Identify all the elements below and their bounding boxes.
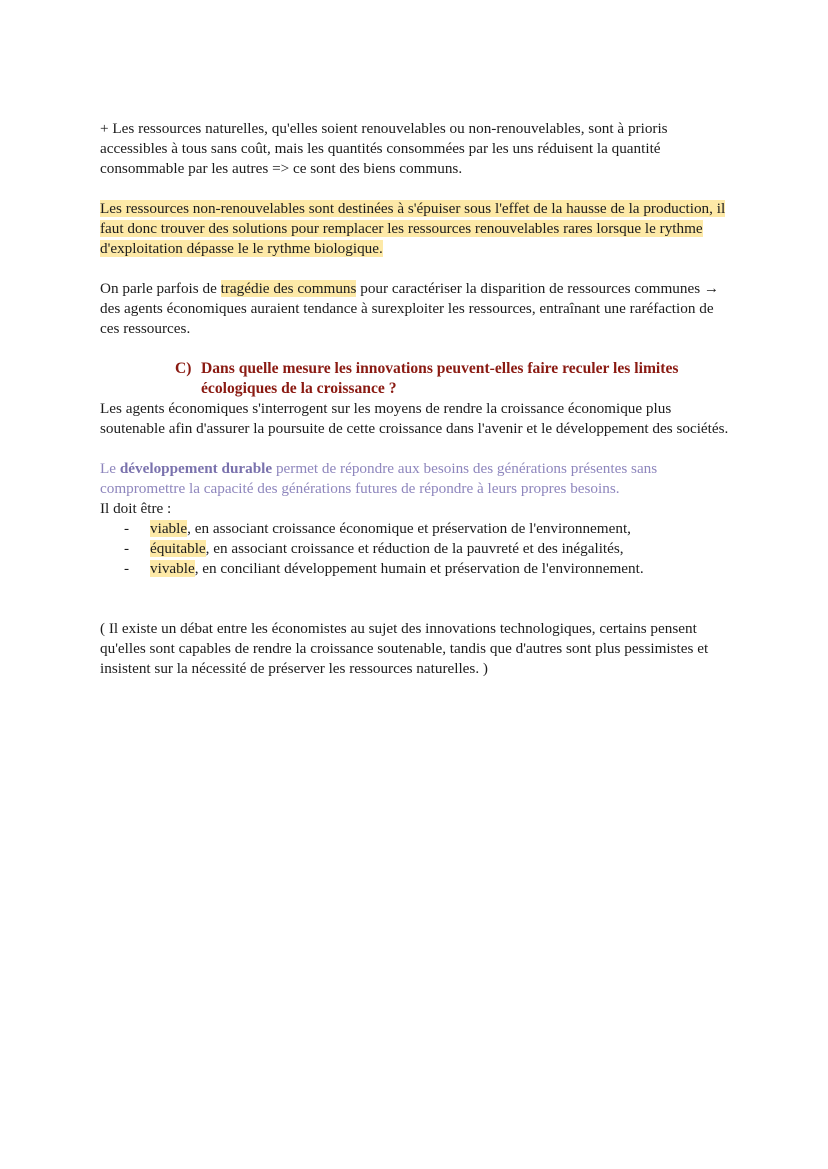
- section-title: Dans quelle mesure les innovations peuvent-elles faire reculer les limites écologiques de la croissance ?: [201, 360, 679, 397]
- paragraph-natural-resources: + Les ressources naturelles, qu'elles soient renouvelables ou non-renouvelables, sont à prioris accessibles à tous sans coût, mais les quantités consommées par les uns réduisent la quantité consommable par les autres => ce sont des biens communs.: [100, 120, 668, 177]
- spacer: [100, 599, 730, 619]
- criterion-text: , en associant croissance et réduction de la pauvreté et des inégalités,: [205, 540, 624, 557]
- bullet-dash: -: [124, 560, 130, 577]
- bullet-dash: -: [124, 540, 130, 557]
- text-segment: permet de répondre aux besoins des générations présentes sans compromettre la capacité des générations futures de répondre à leurs propres besoins.: [100, 460, 658, 497]
- definition-term: développement durable: [119, 460, 273, 477]
- highlighted-text: Les ressources non-renouvelables sont destinées à s'épuiser sous l'effet de la hausse de la production, il faut donc trouver des solutions pour remplacer les ressources renouvelables rares lorsque le rythme d'exploitation dépasse le le rythme biologique.: [100, 200, 726, 257]
- spacer: [100, 259, 730, 279]
- bullet-dash: -: [124, 520, 130, 537]
- criterion-word: équitable: [150, 540, 206, 557]
- list-item: [124, 539, 730, 559]
- criteria-list: [100, 519, 730, 579]
- document-page: [100, 119, 730, 679]
- criterion-word: viable: [150, 520, 188, 537]
- text-segment: On parle parfois de: [100, 280, 221, 297]
- definition-sustainable-development: [100, 459, 730, 499]
- text-segment: Le: [100, 460, 120, 477]
- paragraph-sustainability: Les agents économiques s'interrogent sur les moyens de rendre la croissance économique plus soutenable afin d'assurer la poursuite de cette croissance dans l'avenir et le développement des sociétés.: [100, 400, 729, 437]
- text-segment: pour caractériser la disparition de ressources communes → des agents économiques auraient tendance à surexploiter les ressources, entraînant une raréfaction de ces ressources.: [100, 280, 720, 337]
- criteria-intro: Il doit être :: [100, 500, 172, 517]
- list-item-text: [150, 539, 624, 559]
- paragraph-tragedy-commons: [100, 279, 730, 339]
- section-heading-c: [175, 359, 730, 399]
- list-item-text: [150, 559, 644, 579]
- highlighted-term: tragédie des communs: [220, 280, 357, 297]
- list-item-text: [150, 519, 631, 539]
- criterion-text: , en associant croissance économique et préservation de l'environnement,: [187, 520, 631, 537]
- spacer: [100, 439, 730, 459]
- paragraph-non-renewable: [100, 199, 730, 259]
- criterion-text: , en conciliant développement humain et préservation de l'environnement.: [194, 560, 644, 577]
- section-letter: C): [175, 360, 192, 377]
- list-item: [124, 519, 730, 539]
- criterion-word: vivable: [150, 560, 195, 577]
- spacer: [100, 339, 730, 359]
- spacer: [100, 179, 730, 199]
- list-item: [124, 559, 730, 579]
- spacer: [100, 579, 730, 599]
- paragraph-debate: ( Il existe un débat entre les économistes au sujet des innovations technologiques, certains pensent qu'elles sont capables de rendre la croissance soutenable, tandis que d'autres sont plus pessimistes et insistent sur la nécessité de préserver les ressources naturelles. ): [100, 620, 709, 677]
